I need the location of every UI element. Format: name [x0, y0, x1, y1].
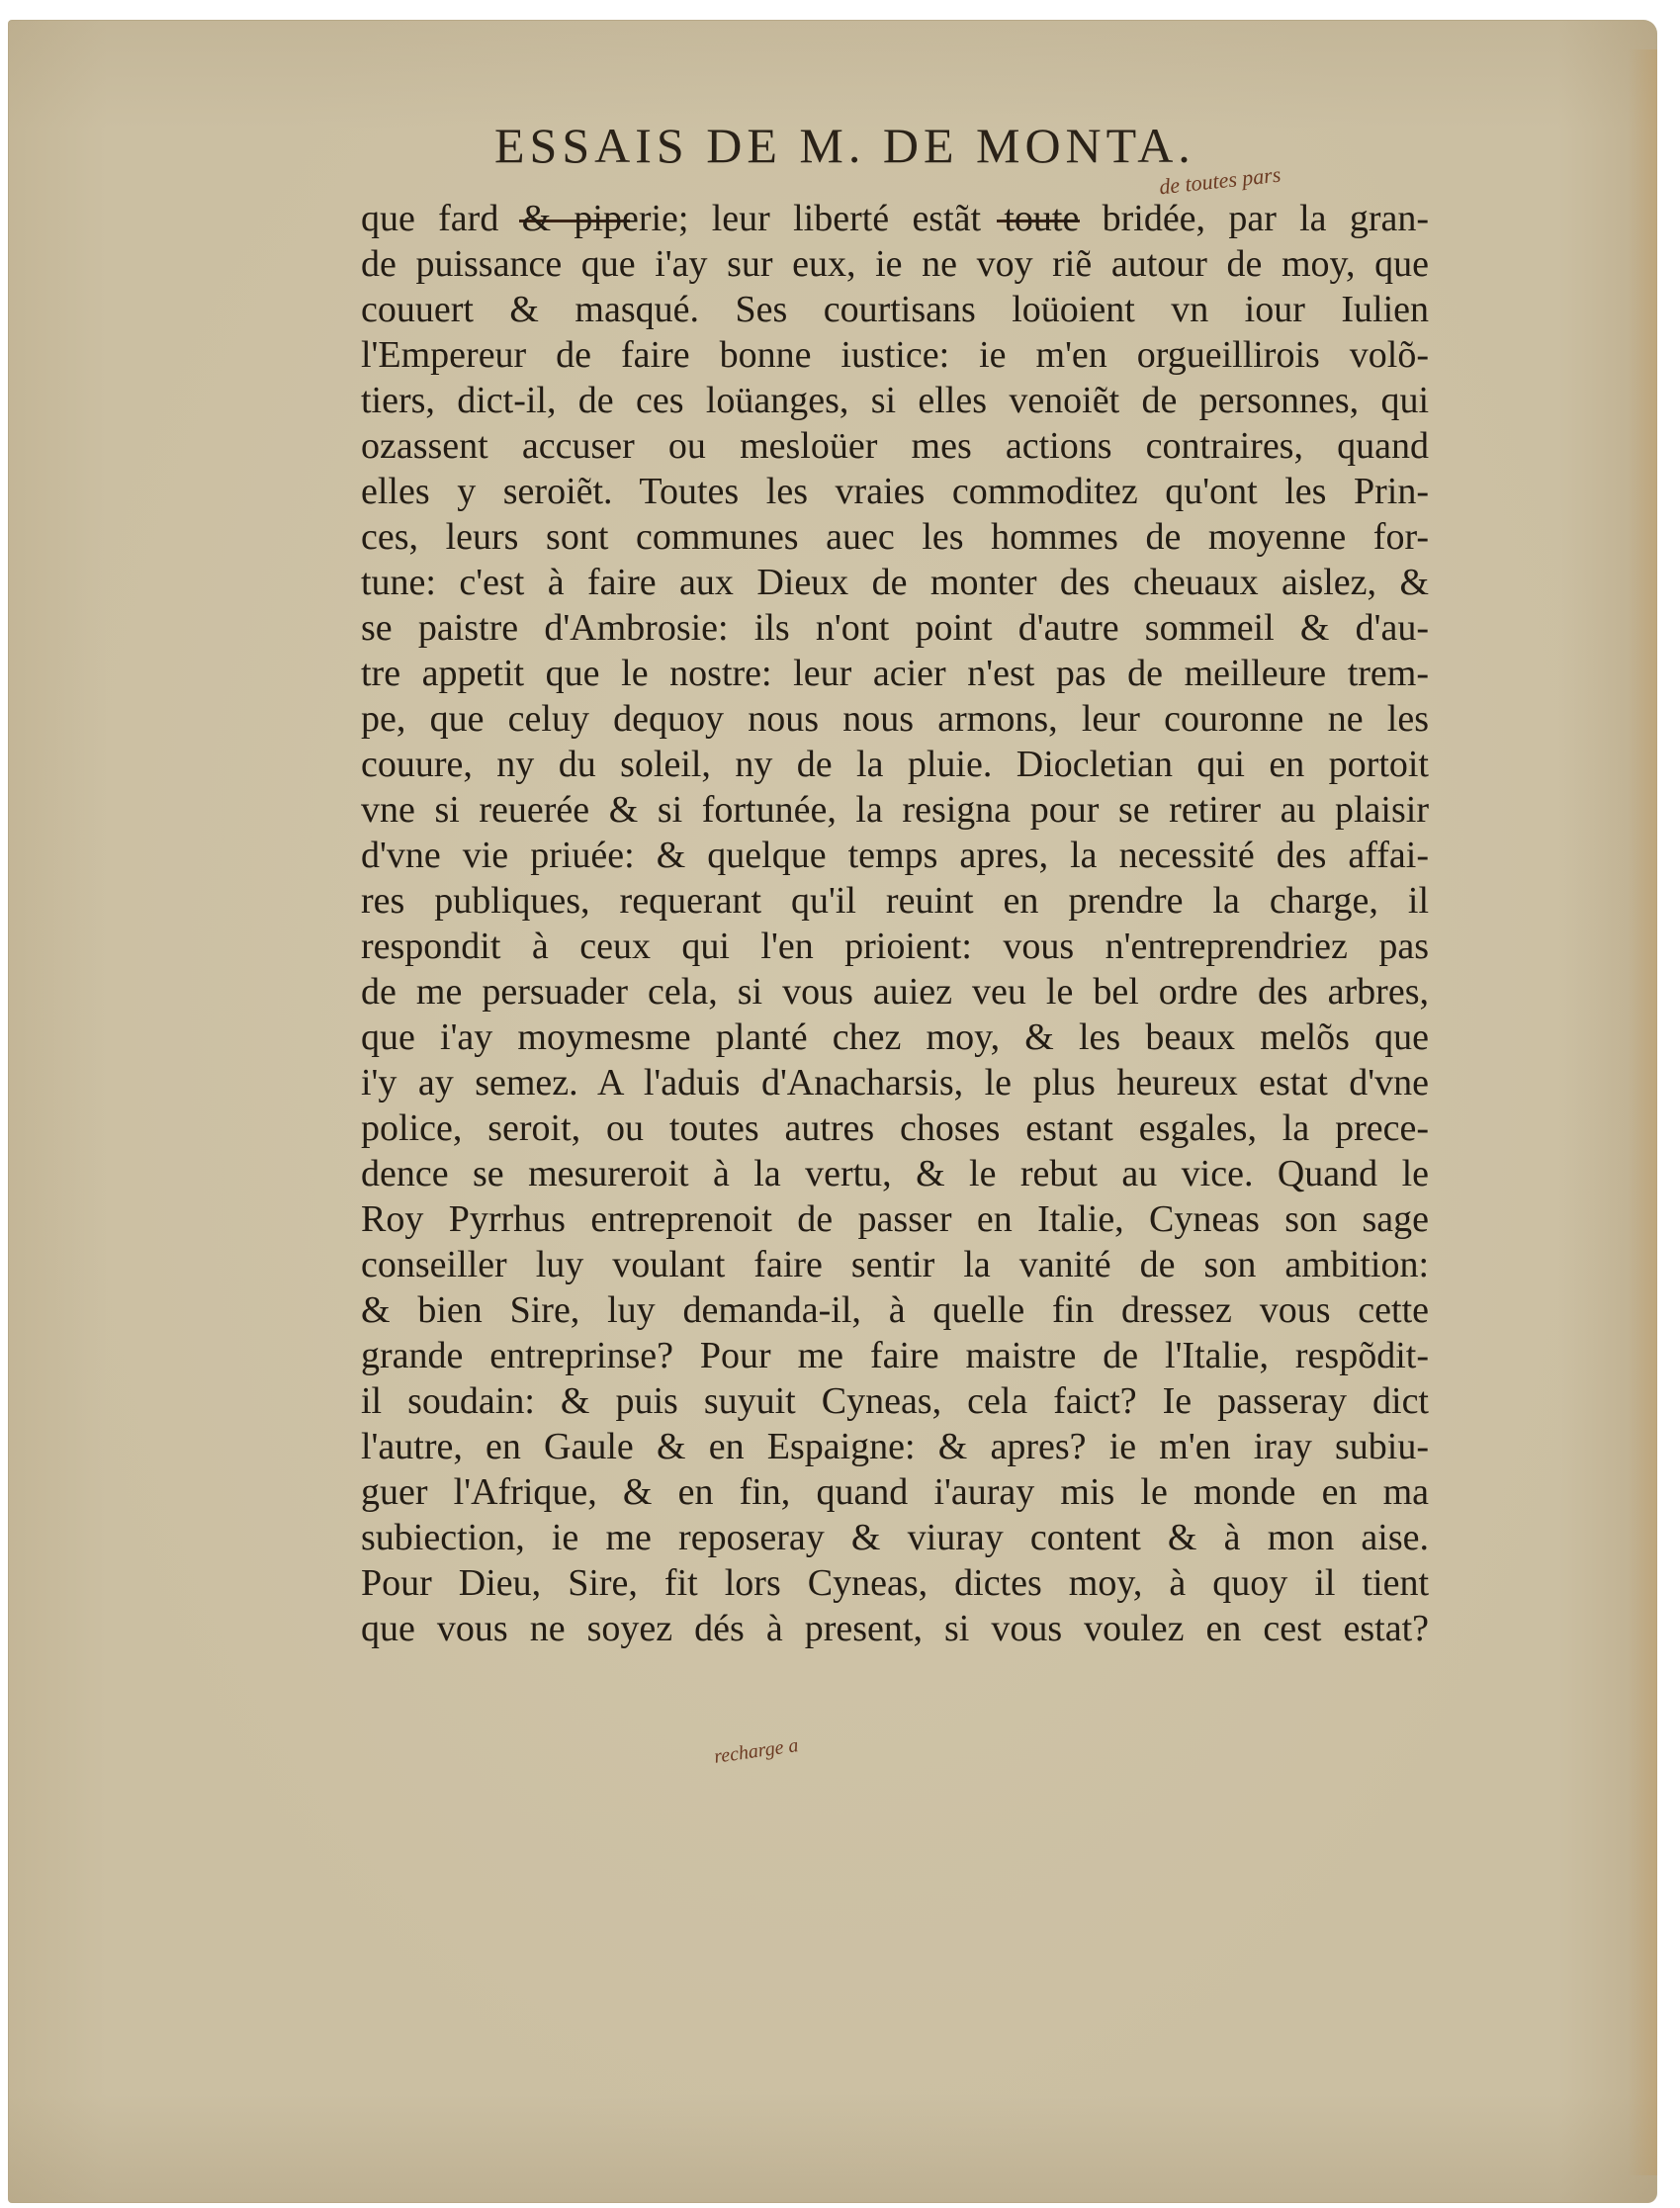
- text-line: couuert & masqué. Ses courtisans loüoient vn iour Iulien: [361, 289, 1429, 330]
- text-line: que fard & piperie; leur liberté estãt toute bridée, par la gran-: [361, 198, 1429, 239]
- text-line: couure, ny du soleil, ny de la pluie. Diocletian qui en portoit: [361, 744, 1429, 785]
- text-line: de me persuader cela, si vous auiez veu le bel ordre des arbres,: [361, 971, 1429, 1013]
- text-line: grande entreprinse? Pour me faire maistre de l'Italie, respõdit-: [361, 1335, 1429, 1376]
- page-edge: [1628, 49, 1657, 2175]
- text-line: ces, leurs sont communes auec les hommes de moyenne for-: [361, 516, 1429, 558]
- text-line: vne si reuerée & si fortunée, la resigna pour se retirer au plaisir: [361, 789, 1429, 831]
- text-line: ozassent accuser ou mesloüer mes actions contraires, quand: [361, 425, 1429, 467]
- text-line: i'y ay semez. A l'aduis d'Anacharsis, le plus heureux estat d'vne: [361, 1062, 1429, 1104]
- text-line: que i'ay moymesme planté chez moy, & les beaux melõs que: [361, 1016, 1429, 1058]
- text-line: subiection, ie me reposeray & viuray content & à mon aise.: [361, 1517, 1429, 1558]
- text-line: il soudain: & puis suyuit Cyneas, cela faict? Ie passeray dict: [361, 1380, 1429, 1422]
- text-line: tre appetit que le nostre: leur acier n'est pas de meilleure trem-: [361, 653, 1429, 694]
- text-line: guer l'Afrique, & en fin, quand i'auray mis le monde en ma: [361, 1471, 1429, 1513]
- interlinear-annotation: recharge a: [712, 1734, 800, 1768]
- text-line: l'autre, en Gaule & en Espaigne: & apres? ie m'en iray subiu-: [361, 1426, 1429, 1467]
- text-line: Roy Pyrrhus entreprenoit de passer en Italie, Cyneas son sage: [361, 1198, 1429, 1240]
- text-line: pe, que celuy dequoy nous nous armons, leur couronne ne les: [361, 698, 1429, 740]
- text-line: tiers, dict-il, de ces loüanges, si elles venoiẽt de personnes, qui: [361, 380, 1429, 421]
- text-line: conseiller luy voulant faire sentir la vanité de son ambition:: [361, 1244, 1429, 1285]
- text-line: & bien Sire, luy demanda-il, à quelle fin dressez vous cette: [361, 1289, 1429, 1331]
- text-line: que vous ne soyez dés à present, si vous voulez en cest estat?: [361, 1608, 1429, 1649]
- text-line: Pour Dieu, Sire, fit lors Cyneas, dictes moy, à quoy il tient: [361, 1562, 1429, 1604]
- text-line: elles y seroiẽt. Toutes les vraies commoditez qu'ont les Prin-: [361, 471, 1429, 512]
- text-line: police, seroit, ou toutes autres choses estant esgales, la prece-: [361, 1107, 1429, 1149]
- body-text: [361, 196, 1429, 1651]
- text-line: res publiques, requerant qu'il reuint en prendre la charge, il: [361, 880, 1429, 922]
- margin-annotation: de toutes pars: [1157, 161, 1282, 200]
- text-line: d'vne vie priuée: & quelque temps apres, la necessité des affai-: [361, 835, 1429, 876]
- text-line: se paistre d'Ambrosie: ils n'ont point d'autre sommeil & d'au-: [361, 607, 1429, 649]
- text-line: respondit à ceux qui l'en prioient: vous n'entreprendriez pas: [361, 926, 1429, 967]
- text-line: l'Empereur de faire bonne iustice: ie m'en orgueillirois volõ-: [361, 334, 1429, 376]
- running-head: ESSAIS DE M. DE MONTA.: [494, 118, 1195, 173]
- text-line: de puissance que i'ay sur eux, ie ne voy riẽ autour de moy, que: [361, 243, 1429, 285]
- text-line: dence se mesureroit à la vertu, & le rebut au vice. Quand le: [361, 1153, 1429, 1194]
- text-line: tune: c'est à faire aux Dieux de monter des cheuaux aislez, &: [361, 562, 1429, 603]
